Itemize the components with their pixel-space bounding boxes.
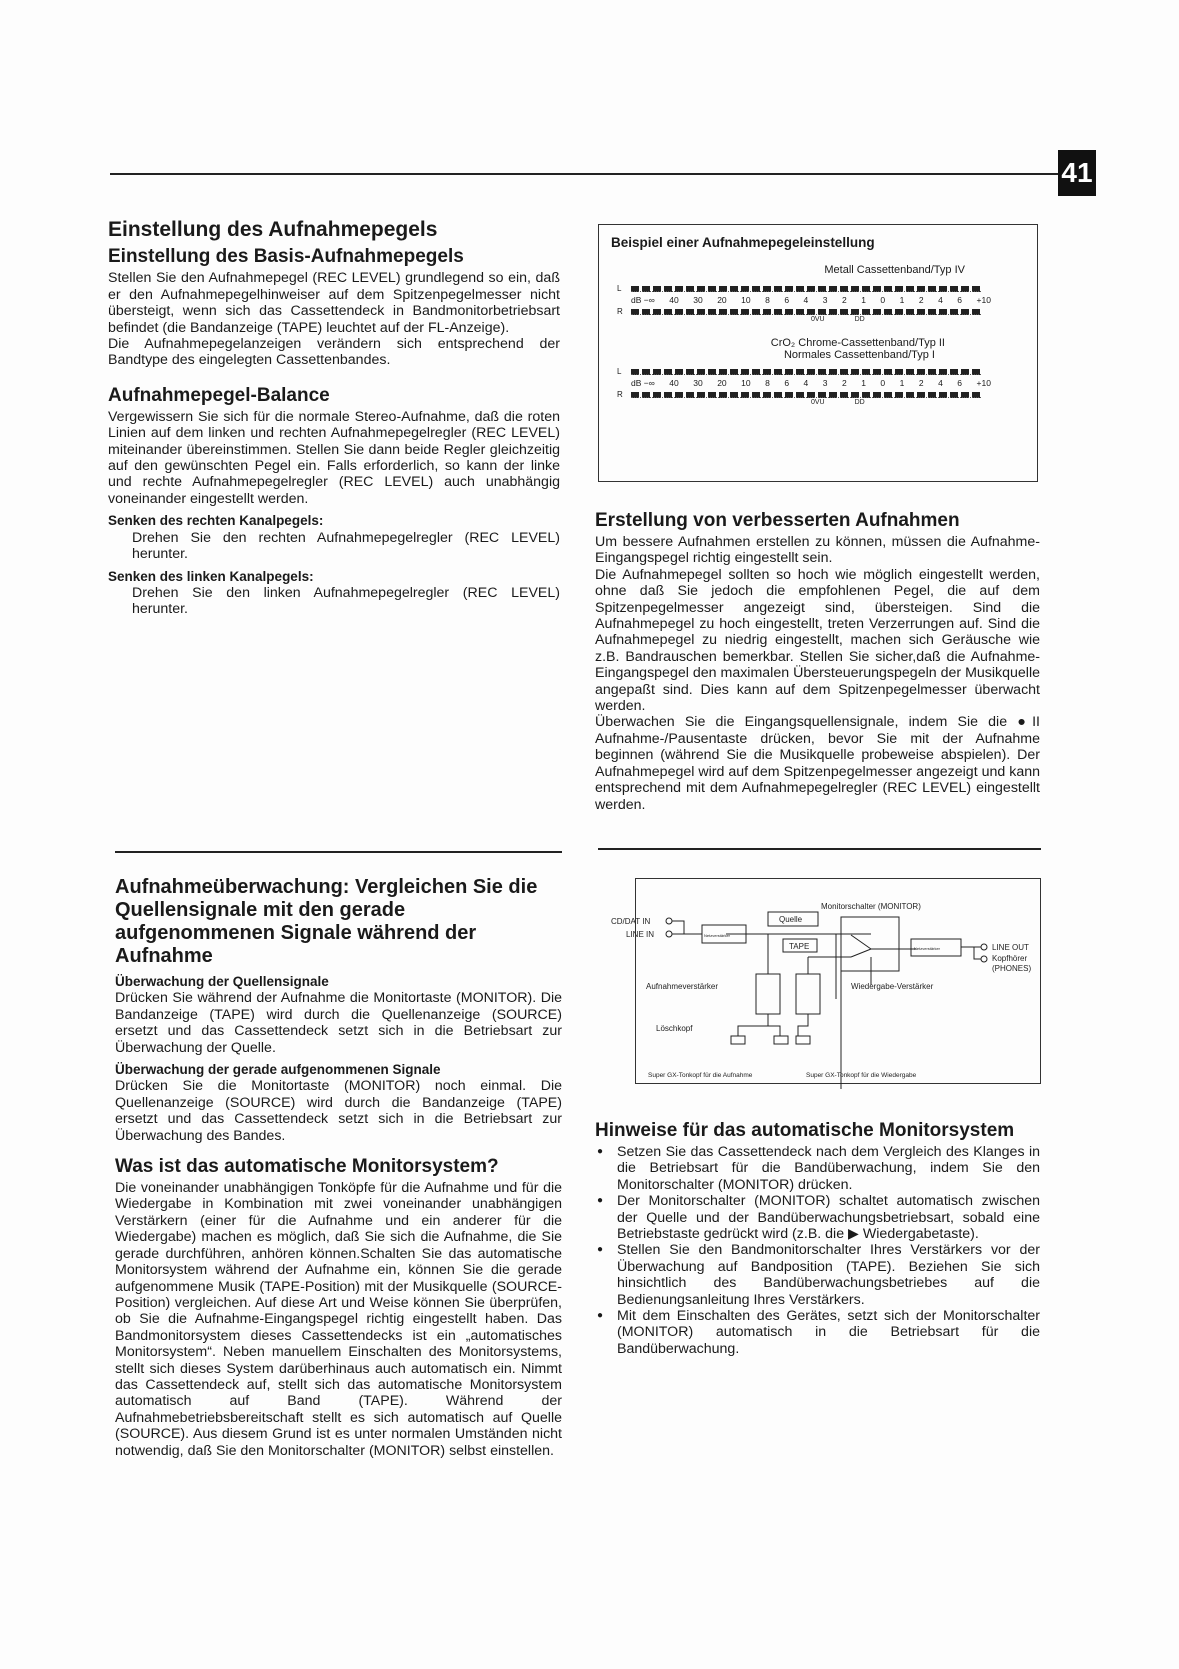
label-preamp: Netzverstärker <box>704 933 731 938</box>
divider <box>115 851 562 853</box>
label-rec-amp: Aufnahmeverstärker <box>646 982 719 991</box>
heading: Aufnahmepegel-Balance <box>108 384 330 406</box>
meter-mark-dd: DD <box>854 399 865 406</box>
paragraph: Vergewissern Sie sich für die normale Stereo-Aufnahme, daß die roten Linien auf dem linken und rechten Aufnahmepegelregler (REC LEVEL) miteinander übereinstimmen. Stellen Sie dann beide Regler gleichzeitig auf den gewünschten Pegel ein. Falls erforderlich, so kann der linke und rechte Aufnahmepegelregler (REC LEVEL) auch unabhängig voneinander eingestellt werden. <box>108 408 560 507</box>
paragraph: Die Aufnahmepegelanzeigen verändern sich entsprechend der Bandtype des eingelegten Cassettenbandes. <box>108 336 560 369</box>
paragraph: Überwachen Sie die Eingangsquellensignale, indem Sie die ●II Aufnahme-/Pausentaste drücken, bevor Sie mit der Aufnahme beginnen (während Sie die Musikquelle probeweise abspielen). Der Aufnahmepegel wird auf dem Spitzenpegelmesser angezeigt und kann entsprechend mit dem Aufnahmepegelregler (REC LEVEL) eingestellt werden. <box>595 714 1040 813</box>
label-phones-2: (PHONES) <box>992 964 1032 973</box>
subheading: Senken des linken Kanalpegels: <box>108 568 314 584</box>
notes-list <box>595 1144 1040 1357</box>
label-play-head: Super GX-Tonkopf für die Wiedergabe <box>806 1072 917 1079</box>
scale-tick: 1 <box>899 295 905 305</box>
scale-tick: 4 <box>803 378 809 388</box>
paragraph: Drücken Sie die Monitortaste (MONITOR) noch einmal. Die Quellenanzeige (SOURCE) wird durch die Bandanzeige (TAPE) ersetzt und das Cassettendeck setzt sich in die Betriebsart zur Überwachung des Bandes. <box>115 1078 562 1144</box>
scale-tick: 20 <box>717 378 727 388</box>
paragraph: Drücken Sie während der Aufnahme die Monitortaste (MONITOR). Die Bandanzeige (TAPE) wird durch die Quellenanzeige (SOURCE) ersetzt und das Cassettendeck setzt sich in die Betriebsart zur Überwachung der Quelle. <box>115 990 562 1056</box>
scale-tick: +10 <box>976 295 991 305</box>
scale-tick: 6 <box>957 378 963 388</box>
paragraph: Drehen Sie den linken Aufnahmepegelregler (REC LEVEL) herunter. <box>132 584 560 618</box>
left-column-top <box>108 218 560 618</box>
label-play-amp: Wiedergabe-Verstärker <box>851 982 934 991</box>
meter-bar <box>631 309 981 315</box>
right-column-bottom <box>595 1120 1040 1357</box>
scale-tick: dB −∞ <box>631 378 655 388</box>
channel-label: R <box>617 390 623 399</box>
header-rule <box>110 173 1060 175</box>
heading: Aufnahmeüberwachung: Vergleichen Sie die Quellensignale mit den gerade aufgenommenen Signale während der Aufnahme <box>115 876 538 967</box>
scale-tick: 4 <box>938 295 943 305</box>
scale-tick: 30 <box>693 378 703 388</box>
label-out-amp: Netzverstärker <box>914 946 941 951</box>
page-number: 41 <box>1058 150 1096 196</box>
meter-mark-ovu: 0VU <box>811 316 825 323</box>
paragraph: Stellen Sie den Aufnahmepegel (REC LEVEL) grundlegend so ein, daß er den Aufnahmepegelhinweiser auf dem Spitzenpegelmesser nicht übersteigt, wenn sich das Cassettendeck in Bandmonitorbetriebsart befindet (die Bandanzeige (TAPE) leuchtet auf der FL-Anzeige). <box>108 270 560 336</box>
subheading: Senken des rechten Kanalpegels: <box>108 513 324 529</box>
scale-tick: 6 <box>784 378 790 388</box>
label-tape: TAPE <box>789 942 810 951</box>
scale-tick: 4 <box>938 378 943 388</box>
meter-mark-dd: DD <box>854 316 865 323</box>
scale-tick: 1 <box>861 295 866 305</box>
label-rec-head: Super GX-Tonkopf für die Aufnahme <box>648 1072 753 1079</box>
scale-tick: 10 <box>741 378 751 388</box>
scale-tick: 0 <box>880 378 886 388</box>
scale-tick: 3 <box>822 378 828 388</box>
subheading: Überwachung der gerade aufgenommenen Signale <box>115 1062 441 1078</box>
heading: Erstellung von verbesserten Aufnahmen <box>595 510 960 531</box>
label-normal: Normales Cassettenband/Typ I <box>783 349 935 361</box>
meter-scale <box>631 378 991 388</box>
note-item: ● Setzen Sie das Cassettendeck nach dem Vergleich des Klanges in die Betriebsart für die Bandüberwachung, indem Sie den Monitorschalter (MONITOR) drücken. <box>595 1144 1040 1193</box>
heading: Hinweise für das automatische Monitorsystem <box>595 1120 1015 1141</box>
scale-tick: 3 <box>822 295 828 305</box>
channel-label: L <box>617 367 622 376</box>
subheading: Überwachung der Quellensignale <box>115 974 329 989</box>
label-line-out: LINE OUT <box>992 943 1029 952</box>
block-diagram <box>611 878 1041 1084</box>
left-column-bottom <box>115 876 562 1459</box>
meter-scale <box>631 295 991 305</box>
note-item: ● Der Monitorschalter (MONITOR) schaltet automatisch zwischen der Quelle und der Bandüberwachungsbetriebsart, sobald eine Betriebstaste gedrückt wird (z.B. die ▶ Wiedergabetaste). <box>595 1193 1040 1242</box>
scale-tick: 2 <box>841 378 847 388</box>
meter-bar <box>631 286 981 292</box>
right-column-top <box>595 510 1040 813</box>
label-cd-in: CD/DAT IN <box>611 917 651 926</box>
scale-tick: 8 <box>765 378 770 388</box>
label-quelle: Quelle <box>779 915 803 924</box>
scale-tick: 10 <box>741 295 751 305</box>
scale-tick: 2 <box>918 295 924 305</box>
scale-tick: 40 <box>669 378 679 388</box>
scale-tick: 1 <box>861 378 866 388</box>
paragraph: Die voneinander unabhängigen Tonköpfe für die Aufnahme und für die Wiedergabe in Kombination mit zwei voneinander unabhängigen Verstärkern (einer für die Aufnahme und ein anderer für die Wiedergabe) machen es möglich, daß Sie sich die Aufnahme, die Sie gerade durchführen, anhören können.Schalten Sie das automatische Monitorsystem während der Aufnahme ein, können Sie die gerade aufgenommene Musik (TAPE-Position) mit der Musikquelle (SOURCE-Position) vergleichen. Auf diese Art und Weise können Sie überprüfen, ob Sie die Aufnahme-Eingangspegel richtig eingestellt haben. Das Bandmonitorsystem dieses Cassettendecks ist ein „automatisches Monitorsystem“. Neben manuellem Einschalten des Monitorsystems, stellt sich dieses System darüberhinaus auch automatisch ein. Nimmt das Cassettendeck auf, stellt sich das automatische Monitorsystem automatisch auf Band (TAPE). Während der Aufnahmebetriebsbereitschaft stellt es sich automatisch auf Quelle (SOURCE). Aus diesem Grund ist es unter normalen Umständen nicht notwendig, daß Sie den Monitorschalter (MONITOR) selbst einstellen. <box>115 1180 562 1459</box>
scale-tick: 20 <box>717 295 727 305</box>
scale-tick: +10 <box>976 378 991 388</box>
scale-tick: 6 <box>784 295 790 305</box>
channel-label: R <box>617 307 623 316</box>
figure-title: Beispiel einer Aufnahmepegeleinstellung <box>611 235 875 250</box>
scale-tick: dB −∞ <box>631 295 655 305</box>
scale-tick: 0 <box>880 295 886 305</box>
scale-tick: 4 <box>803 295 809 305</box>
scale-tick: 2 <box>918 378 924 388</box>
paragraph: Drehen Sie den rechten Aufnahmepegelregler (REC LEVEL) herunter. <box>132 529 560 563</box>
label-line-in: LINE IN <box>626 930 655 939</box>
note-item: ● Stellen Sie den Bandmonitorschalter Ihres Verstärkers vor der Überwachung auf Bandposition (TAPE). Beziehen Sie sich hinsichtlich des Bandüberwachungsbetriebes auf die Bedienungsanleitung Ihres Verstärkers. <box>595 1242 1040 1308</box>
label-metal: Metall Cassettenband/Typ IV <box>824 264 965 276</box>
scale-tick: 1 <box>899 378 905 388</box>
paragraph: Um bessere Aufnahmen erstellen zu können, müssen die Aufnahme-Eingangspegel richtig eingestellt sein. <box>595 534 1040 567</box>
channel-label: L <box>617 284 622 293</box>
scale-tick: 30 <box>693 295 703 305</box>
heading: Was ist das automatische Monitorsystem? <box>115 1156 499 1178</box>
scale-tick: 40 <box>669 295 679 305</box>
label-monitor-switch: Monitorschalter (MONITOR) <box>821 902 921 911</box>
scale-tick: 2 <box>841 295 847 305</box>
paragraph: Die Aufnahmepegel sollten so hoch wie möglich eingestellt werden, ohne daß Sie jedoch die empfohlenen Pegel, die auf dem Spitzenpegelmesser angezeigt sind, übersteigen. Sind die Aufnahmepegel zu hoch eingestellt, treten Verzerrungen auf. Sind die Aufnahmepegel zu niedrig eingestellt, machen sich Geräusche wie z.B. Bandrauschen bemerkbar. Stellen Sie sicher,daß die Aufnahme-Eingangspegel den maximalen Übersteuerungspegeln der Musikquelle angepaßt sind. Dies kann auf dem Spitzenpegelmesser überwacht werden. <box>595 566 1040 715</box>
scale-tick: 8 <box>765 295 770 305</box>
section-title: Einstellung des Aufnahmepegels <box>108 218 438 241</box>
meter-bar <box>631 392 981 398</box>
scale-tick: 6 <box>957 295 963 305</box>
note-item: ● Mit dem Einschalten des Gerätes, setzt sich der Monitorschalter (MONITOR) automatisch in die Betriebsart für die Bandüberwachung. <box>595 1308 1040 1357</box>
level-meter-figure <box>598 224 1038 482</box>
heading: Einstellung des Basis-Aufnahmepegels <box>108 246 464 268</box>
meter-bar <box>631 369 981 375</box>
divider <box>598 848 1041 850</box>
label-phones: Kopfhörer <box>992 954 1028 963</box>
label-erase-head: Löschkopf <box>656 1024 693 1033</box>
meter-mark-ovu: 0VU <box>811 399 825 406</box>
label-chrome: CrO₂ Chrome-Cassettenband/Typ II <box>770 337 945 349</box>
